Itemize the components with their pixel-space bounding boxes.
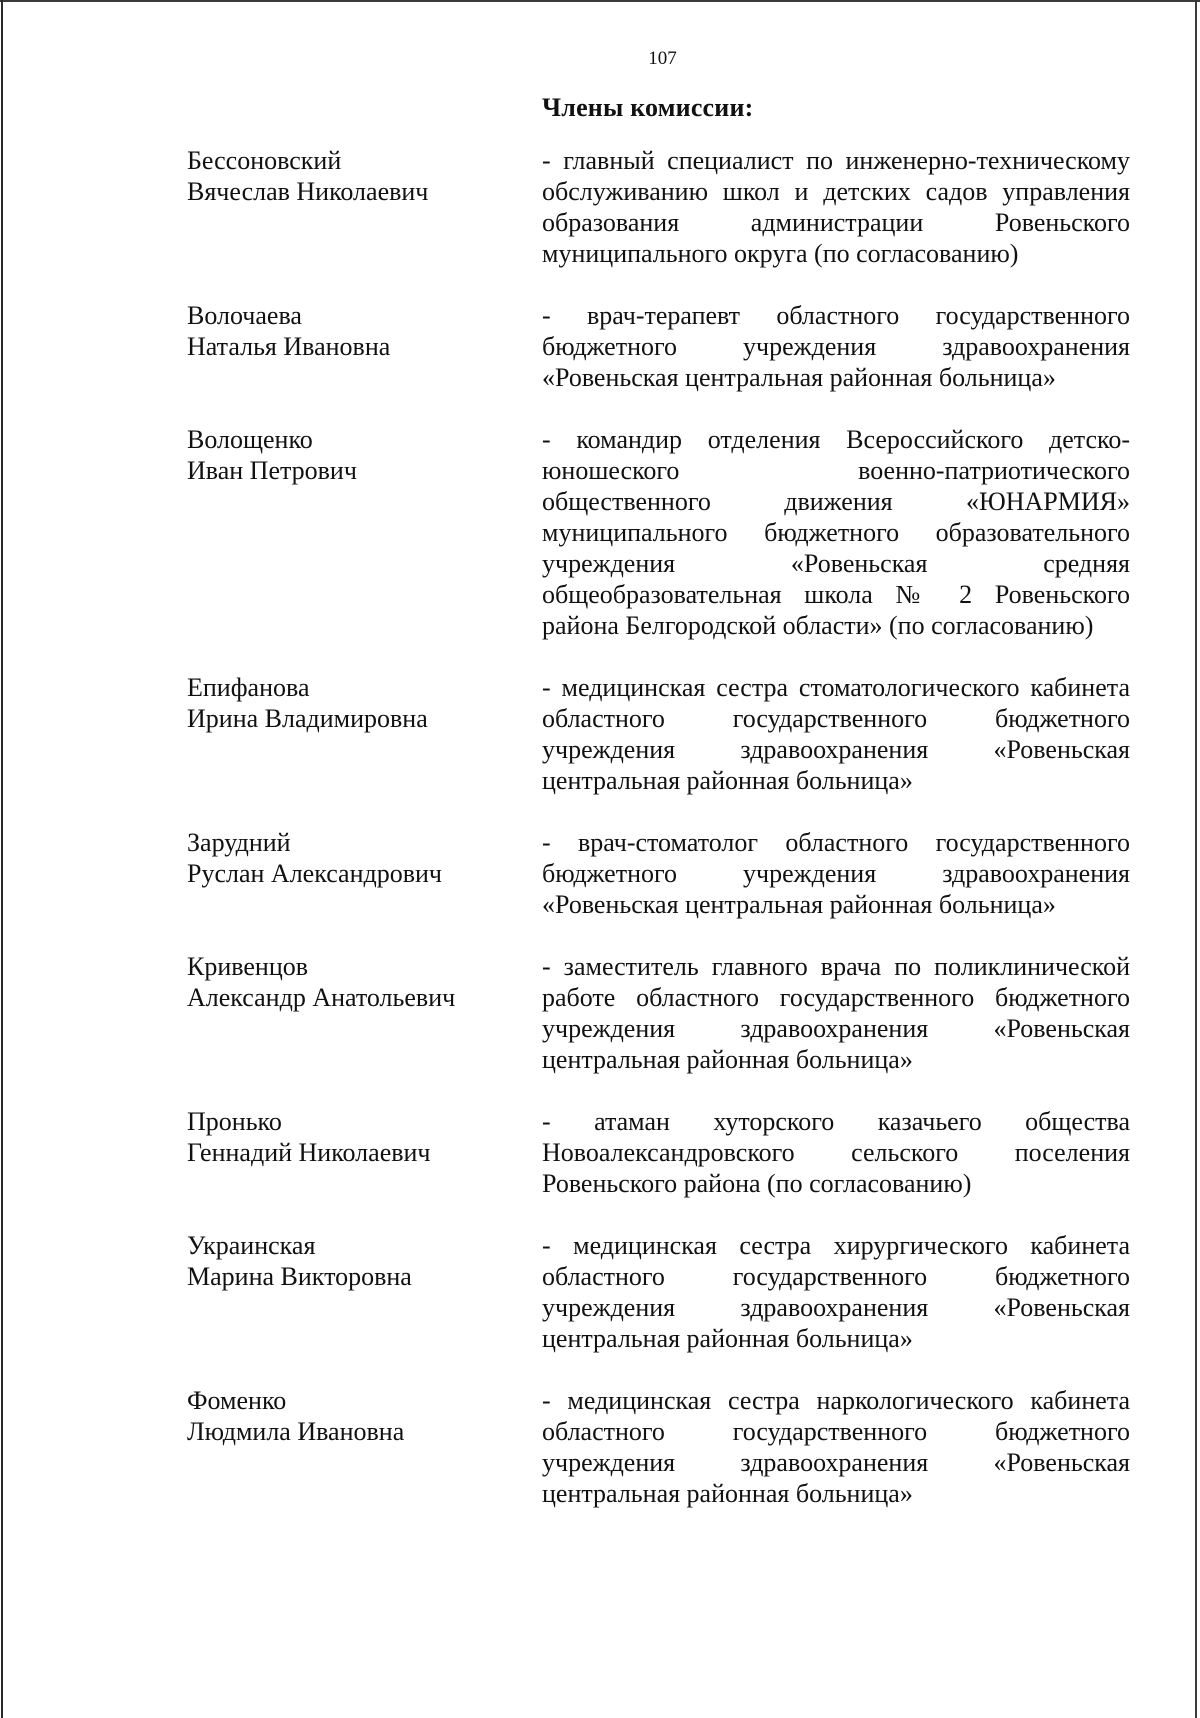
page-number: 107 xyxy=(648,48,677,69)
member-role: - атаман хуторского казачьего общества Новоалександровского сельского поселения Ровеньского района (по согласованию) xyxy=(542,1107,1130,1198)
member-given-name: Ирина Владимировна xyxy=(187,704,428,733)
member-name xyxy=(187,951,542,1075)
member-role: - врач-стоматолог областного государственного бюджетного учреждения здравоохранения «Ровеньская центральная районная больница» xyxy=(542,828,1130,919)
member-surname: Волощенко xyxy=(187,425,313,454)
member-surname: Фоменко xyxy=(187,1386,287,1415)
member-entry xyxy=(187,145,1130,269)
member-entry xyxy=(187,1106,1130,1199)
member-role: - командир отделения Всероссийского детско-юношеского военно-патриотического общественного движения «ЮНАРМИЯ» муниципального бюджетного образовательного учреждения «Ровеньская средняя общеобразовательная школа № 2 Ровеньского района Белгородской области» (по согласованию) xyxy=(542,425,1130,640)
member-given-name: Наталья Ивановна xyxy=(187,332,391,361)
section-title: Члены комиссии: xyxy=(542,93,754,122)
member-surname: Бессоновский xyxy=(187,146,342,175)
member-name xyxy=(187,145,542,269)
member-name xyxy=(187,300,542,393)
member-surname: Зарудний xyxy=(187,828,291,857)
member-given-name: Александр Анатольевич xyxy=(187,983,456,1012)
member-given-name: Марина Викторовна xyxy=(187,1262,412,1291)
member-name xyxy=(187,827,542,920)
member-entry xyxy=(187,672,1130,796)
member-given-name: Людмила Ивановна xyxy=(187,1417,405,1446)
member-given-name: Вячеслав Николаевич xyxy=(187,177,429,206)
member-name xyxy=(187,1385,542,1509)
member-name xyxy=(187,1230,542,1354)
member-role: - заместитель главного врача по поликлинической работе областного государственного бюджетного учреждения здравоохранения «Ровеньская центральная районная больница» xyxy=(542,952,1130,1074)
member-entry xyxy=(187,300,1130,393)
scan-edge-top xyxy=(0,0,1200,2)
scan-edge-left xyxy=(1,0,3,1718)
member-surname: Кривенцов xyxy=(187,952,309,981)
member-role: - главный специалист по инженерно-техническому обслуживанию школ и детских садов управления образования администрации Ровеньского муниципального округа (по согласованию) xyxy=(542,146,1130,268)
member-role: - врач-терапевт областного государственного бюджетного учреждения здравоохранения «Ровеньская центральная районная больница» xyxy=(542,301,1130,392)
member-given-name: Геннадий Николаевич xyxy=(187,1138,431,1167)
member-name xyxy=(187,424,542,641)
member-role: - медицинская сестра наркологического кабинета областного государственного бюджетного учреждения здравоохранения «Ровеньская центральная районная больница» xyxy=(542,1386,1130,1508)
member-entry xyxy=(187,951,1130,1075)
member-entry xyxy=(187,1385,1130,1509)
member-surname: Волочаева xyxy=(187,301,302,330)
member-entry xyxy=(187,424,1130,641)
member-surname: Епифанова xyxy=(187,673,310,702)
member-given-name: Руслан Александрович xyxy=(187,859,443,888)
member-entry xyxy=(187,827,1130,920)
member-surname: Украинская xyxy=(187,1231,316,1260)
member-name xyxy=(187,1106,542,1199)
scan-edge-right xyxy=(1195,0,1197,1718)
member-role: - медицинская сестра хирургического кабинета областного государственного бюджетного учреждения здравоохранения «Ровеньская центральная районная больница» xyxy=(542,1231,1130,1353)
member-given-name: Иван Петрович xyxy=(187,456,357,485)
member-name xyxy=(187,672,542,796)
members-list xyxy=(187,145,1130,1540)
member-role: - медицинская сестра стоматологического кабинета областного государственного бюджетного учреждения здравоохранения «Ровеньская центральная районная больница» xyxy=(542,673,1130,795)
member-entry xyxy=(187,1230,1130,1354)
member-surname: Пронько xyxy=(187,1107,282,1136)
